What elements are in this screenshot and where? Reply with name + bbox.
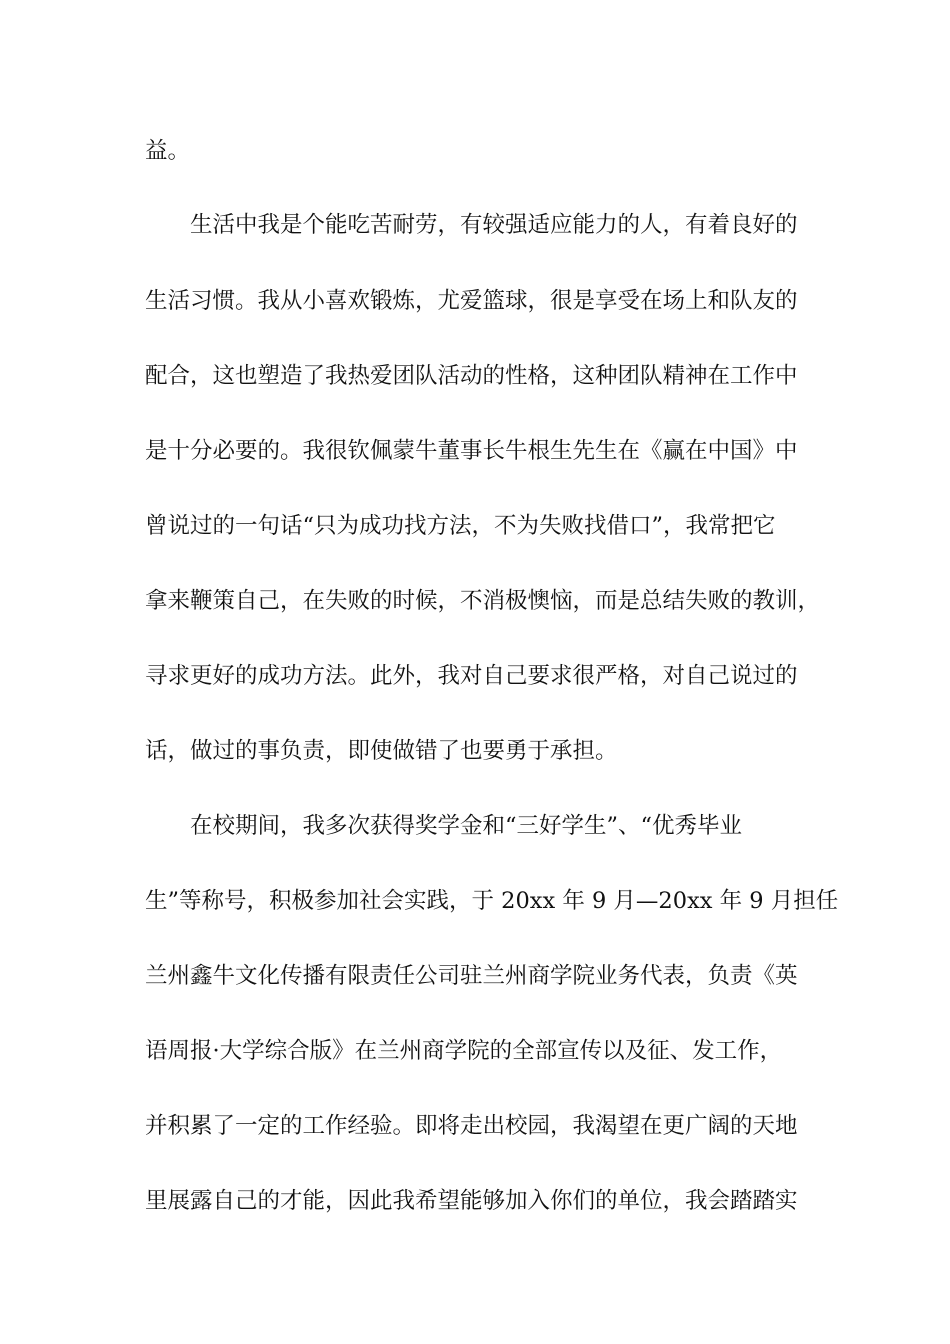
text-line: 配合，这也塑造了我热爱团队活动的性格，这种团队精神在工作中 (145, 363, 798, 389)
text-line: 益。 (145, 138, 191, 164)
text-line: 话，做过的事负责，即使做错了也要勇于承担。 (145, 738, 618, 764)
text-line: 拿来鞭策自己，在失败的时候，不消极懊恼，而是总结失败的教训， (145, 588, 821, 614)
text-line: 曾说过的一句话“只为成功找方法，不为失败找借口”，我常把它 (145, 513, 776, 539)
text-line: 生”等称号，积极参加社会实践，于 20xx 年 9 月—20xx 年 9 月担任 (145, 888, 839, 914)
text-line: 里展露自己的才能，因此我希望能够加入你们的单位，我会踏踏实 (145, 1188, 798, 1214)
text-line: 兰州鑫牛文化传播有限责任公司驻兰州商学院业务代表，负责《英 (145, 963, 798, 989)
text-line: 在校期间，我多次获得奖学金和“三好学生”、“优秀毕业 (190, 813, 743, 839)
text-line: 并积累了一定的工作经验。即将走出校园，我渴望在更广阔的天地 (145, 1113, 798, 1139)
text-line: 是十分必要的。我很钦佩蒙牛董事长牛根生先生在《赢在中国》中 (145, 438, 798, 464)
text-line: 生活中我是个能吃苦耐劳，有较强适应能力的人，有着良好的 (190, 212, 798, 238)
text-line: 寻求更好的成功方法。此外，我对自己要求很严格，对自己说过的 (145, 663, 798, 689)
text-line: 生活习惯。我从小喜欢锻炼，尤爱篮球，很是享受在场上和队友的 (145, 288, 798, 314)
text-line: 语周报·大学综合版》在兰州商学院的全部宣传以及征、发工作， (145, 1038, 783, 1064)
